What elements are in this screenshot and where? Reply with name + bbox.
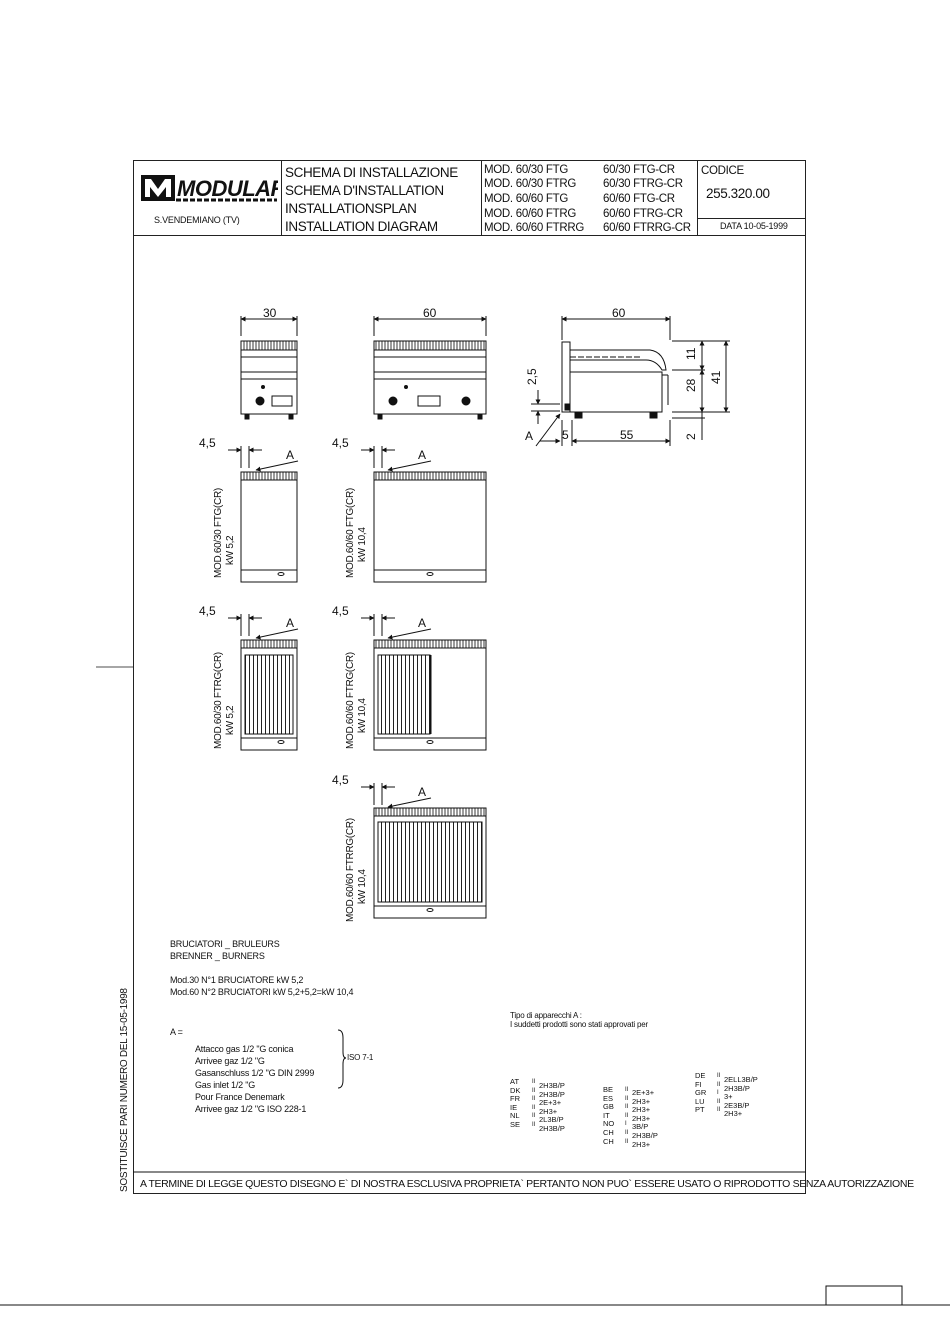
title-fr: SCHEMA D'INSTALLATION [285, 183, 444, 198]
plan3-model: MOD.60/30 FTRG(CR) [213, 652, 224, 749]
plan2-model: MOD.60/60 FTG(CR) [345, 488, 356, 578]
country-code: AT [510, 1077, 520, 1086]
plan-view-60-30-ftrg [228, 614, 298, 750]
model-right-3: 60/60 FTG-CR [603, 193, 675, 205]
dim-width-30: 30 [263, 306, 277, 320]
country-code: NL [510, 1111, 520, 1121]
approval-title: Tipo di apparecchi A : [510, 1011, 582, 1020]
plan3-power: kW 5,2 [225, 705, 236, 735]
plan2-power: kW 10,4 [357, 527, 368, 562]
dim-h2: 2 [684, 433, 698, 440]
approval-subtitle: I suddetti prodotti sono stati approvati per [510, 1020, 648, 1029]
iso-brace [338, 1030, 346, 1088]
burners-line-2: Mod.60 N°2 BRUCIATORI kW 5,2+5,2=kW 10,4 [170, 987, 354, 997]
gas-label: A = [170, 1027, 183, 1037]
plan1-power: kW 5,2 [225, 535, 236, 565]
company-location: S.VENDEMIANO (TV) [154, 215, 240, 225]
countries-col2-roman: II II II II I II II [625, 1087, 629, 1145]
countries-col3-cats: 2ELL3B/P 2H3B/P 3+ 2E3B/P 2H3+ [724, 1075, 758, 1119]
title-it: SCHEMA DI INSTALLAZIONE [285, 165, 458, 180]
model-right-5: 60/60 FTRRG-CR [603, 222, 691, 234]
plan-view-60-30-ftg [228, 446, 298, 582]
conn-a-2: A [418, 448, 427, 462]
plan4-model: MOD.60/60 FTRG(CR) [345, 652, 356, 749]
dim-5: 5 [562, 428, 569, 442]
model-left-4: MOD. 60/60 FTRG [484, 208, 576, 220]
conn-a-3: A [286, 616, 295, 630]
gas-line-4: Gas inlet 1/2 "G [195, 1080, 256, 1090]
dim-h11: 11 [684, 347, 698, 360]
front-view-30 [241, 316, 297, 419]
countries-col1 [510, 1078, 520, 1130]
offset-5: 4,5 [332, 773, 349, 787]
dim-h41: 41 [709, 370, 723, 384]
offset-1: 4,5 [199, 436, 216, 450]
model-right-1: 60/30 FTG-CR [603, 164, 675, 176]
model-left-1: MOD. 60/30 FTG [484, 164, 568, 176]
offset-2: 4,5 [332, 436, 349, 450]
footer-notice: A TERMINE DI LEGGE QUESTO DISEGNO E` DI NOSTRA ESCLUSIVA PROPRIETA` PERTANTO NON PUO` ESSERE USATO O RIPRODOTTO SENZA AUTORIZZAZIONE [140, 1178, 914, 1190]
front-view-60 [374, 316, 486, 419]
model-right-2: 60/30 FTRG-CR [603, 178, 683, 190]
offset-4: 4,5 [332, 604, 349, 618]
gas-line-6: Arrivee gaz 1/2 "G ISO 228-1 [195, 1104, 307, 1114]
codice-value: 255.320.00 [706, 186, 770, 201]
gas-line-3: Gasanschluss 1/2 "G DIN 2999 [195, 1068, 315, 1078]
model-left-2: MOD. 60/30 FTRG [484, 178, 576, 190]
gas-line-1: Attacco gas 1/2 "G conica [195, 1044, 294, 1054]
dim-depth-55: 55 [620, 428, 634, 442]
countries-col1-cats: 2H3B/P 2H3B/P 2E+3+ 2H3+ 2L3B/P 2H3B/P [539, 1081, 565, 1133]
side-view [531, 316, 730, 446]
dim-h25: 2,5 [525, 368, 539, 385]
dim-depth-60: 60 [612, 306, 626, 320]
side-note: SOSTITUISCE PARI NUMERO DEL 15-05-1998 [119, 988, 130, 1192]
burners-heading-1: BRUCIATORI _ BRULEURS [170, 939, 280, 949]
conn-a-side: A [525, 429, 534, 443]
countries-col1-roman: II II II II II II [532, 1079, 536, 1128]
burners-heading-2: BRENNER _ BURNERS [170, 951, 265, 961]
conn-a-5: A [418, 785, 427, 799]
codice-label: CODICE [701, 165, 744, 177]
country-code: SE [510, 1119, 521, 1129]
country-code: FR [510, 1094, 520, 1104]
gas-line-5: Pour France Denemark [195, 1092, 285, 1102]
countries-col3: DE FI GR LU PT [695, 1071, 707, 1115]
model-right-4: 60/60 FTRG-CR [603, 208, 683, 220]
plan1-model: MOD.60/30 FTG(CR) [213, 488, 224, 578]
plan4-power: kW 10,4 [357, 698, 368, 733]
date-label: DATA 10-05-1999 [720, 221, 788, 231]
plan-view-60-60-ftrrg [361, 783, 486, 918]
plan5-model: MOD.60/60 FTRRG(CR) [345, 818, 356, 922]
country-code: DK [510, 1085, 521, 1095]
country-code: IE [510, 1102, 518, 1112]
conn-a-4: A [418, 616, 427, 630]
offset-3: 4,5 [199, 604, 216, 618]
countries-col2: BE ES GB IT NO CH CH [603, 1085, 615, 1146]
conn-a-1: A [286, 448, 295, 462]
plan5-power: kW 10,4 [357, 869, 368, 904]
dim-h28: 28 [684, 378, 698, 392]
burners-line-1: Mod.30 N°1 BRUCIATORE kW 5,2 [170, 975, 304, 985]
dim-width-60: 60 [423, 306, 437, 320]
gas-iso: ISO 7-1 [347, 1053, 374, 1062]
model-left-3: MOD. 60/60 FTG [484, 193, 568, 205]
gas-line-2: Arrivee gaz 1/2 "G [195, 1056, 265, 1066]
model-left-5: MOD. 60/60 FTRRG [484, 222, 584, 234]
countries-col3-roman: II II I II II [717, 1073, 721, 1114]
title-en: INSTALLATION DIAGRAM [285, 219, 438, 234]
logo-text: MODULAR [177, 176, 278, 201]
plan-view-60-60-ftrg [361, 614, 486, 750]
countries-col2-cats: 2E+3+ 2H3+ 2H3+ 2H3+ 3B/P 2H3B/P 2H3+ [632, 1088, 658, 1149]
title-de: INSTALLATIONSPLAN [285, 201, 417, 216]
plan-view-60-60-ftg [361, 446, 486, 582]
